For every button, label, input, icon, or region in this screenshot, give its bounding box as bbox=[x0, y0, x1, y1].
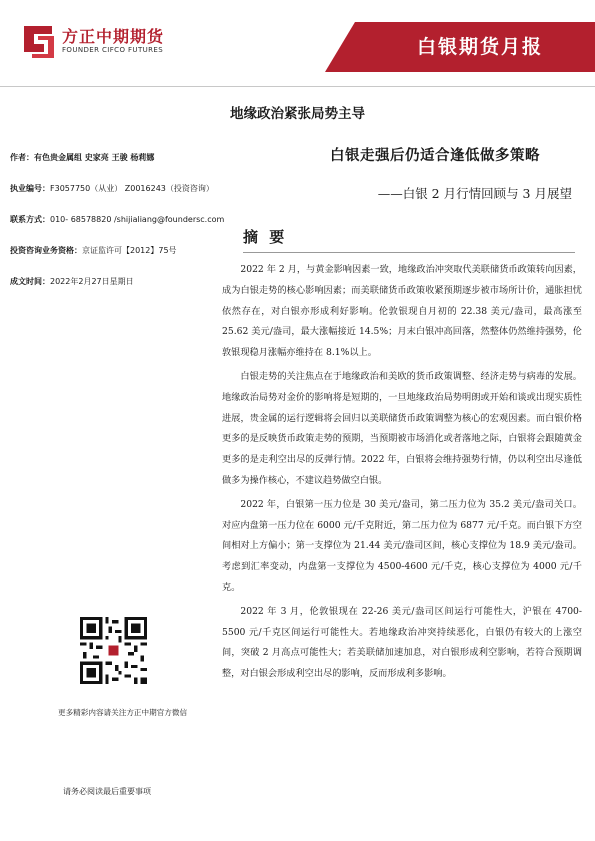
disclaimer-notice: 请务必阅读最后重要事项 bbox=[63, 787, 151, 796]
summary-divider bbox=[243, 252, 575, 253]
summary-paragraph: 2022 年 2 月，与黄金影响因素一致，地缘政治冲突取代美联储货币政策转向因素，成为白银走势的核心影响因素；而美联储货币政策收紧预期逐步被市场所计价，通胀担忧依然存在，对白银亦形成利好影响。伦敦银现自月初的 22.38 美元/盎司，最高涨至 25.62 美元/盎司，最大涨幅接近 14.5%；月末白银冲高回落，然整体仍然维持强势，伦敦银现稳月涨幅亦维持在 8.1%以上。 bbox=[222, 264, 582, 359]
meta-qualification: 投资咨询业务资格：京证监许可【2012】75号 bbox=[10, 246, 177, 255]
logo-mark-icon bbox=[22, 22, 56, 60]
meta-license: 执业编号：F3057750（从业） Z0016243（投资咨询） bbox=[10, 184, 214, 193]
summary-paragraph: 白银走势的关注焦点在于地缘政治和美欧的货币政策调整、经济走势与病毒的发展。地缘政治局势对金价的影响将是短期的，一旦地缘政治局势明朗或开始和谈或出现实质性进展，贵金属的运行逻辑将会回归以美联储货币政策调整为核心的宏观因素。而白银价格更多的是反映货币政策走势的预期，当预期被市场消化或者落地之际，白银将会跟随黄金更多的是走利空出尽的反弹行情。2022 年，白银将会维持强势行情，仍以利空出尽逢低做多为操作核心，不建议趋势做空白银。 bbox=[222, 370, 582, 486]
company-name-cn: 方正中期期货 bbox=[62, 27, 165, 46]
wechat-qr-code bbox=[80, 617, 147, 684]
qr-caption: 更多精彩内容请关注方正中期官方微信 bbox=[58, 708, 188, 717]
meta-date: 成文时间：2022年2月27日星期日 bbox=[10, 277, 134, 286]
report-subtitle: ——白银 2 月行情回顾与 3 月展望 bbox=[377, 186, 572, 201]
summary-paragraph: 2022 年，白银第一压力位是 30 美元/盎司，第二压力位为 35.2 美元/盎司关口。对应内盘第一压力位在 6000 元/千克附近，第二压力位为 6877 元/千克。而白银下方空间相对上方偏小；第一支撑位为 21.44 美元/盎司区间，核心支撑位为 18.9 美元/盎司。考虑到汇率变动，内盘第一支撑位为 4500-4600 元/千克，核心支撑位为 4000 元/千克。 bbox=[222, 498, 582, 593]
headline: 地缘政治紧张局势主导 bbox=[230, 106, 365, 122]
report-type: 白银期货月报 bbox=[416, 36, 543, 58]
header-divider bbox=[0, 86, 595, 87]
summary-heading: 摘 要 bbox=[243, 228, 288, 246]
page-header bbox=[0, 0, 595, 90]
summary-body bbox=[222, 260, 582, 688]
meta-contact: 联系方式：010- 68578820 /shijialiang@foundersc.com bbox=[10, 215, 225, 224]
summary-paragraph: 2022 年 3 月，伦敦银现在 22-26 美元/盎司区间运行可能性大，沪银在 4700-5500 元/千克区间运行可能性大。若地缘政治冲突持续恶化，白银仍有较大的上涨空间，突破 2 月高点可能性大；若美联储加速加息，对白银形成利空影响，若符合预期调整，对白银会形成利空出尽的影响，反而形成利多影响。 bbox=[222, 605, 582, 680]
company-logo bbox=[22, 22, 212, 64]
meta-author: 作者：有色贵金属组 史家亮 王骏 杨莉娜 bbox=[10, 153, 155, 162]
company-name-en: FOUNDER CIFCO FUTURES bbox=[62, 46, 164, 54]
report-title: 白银走强后仍适合逢低做多策略 bbox=[330, 147, 540, 164]
